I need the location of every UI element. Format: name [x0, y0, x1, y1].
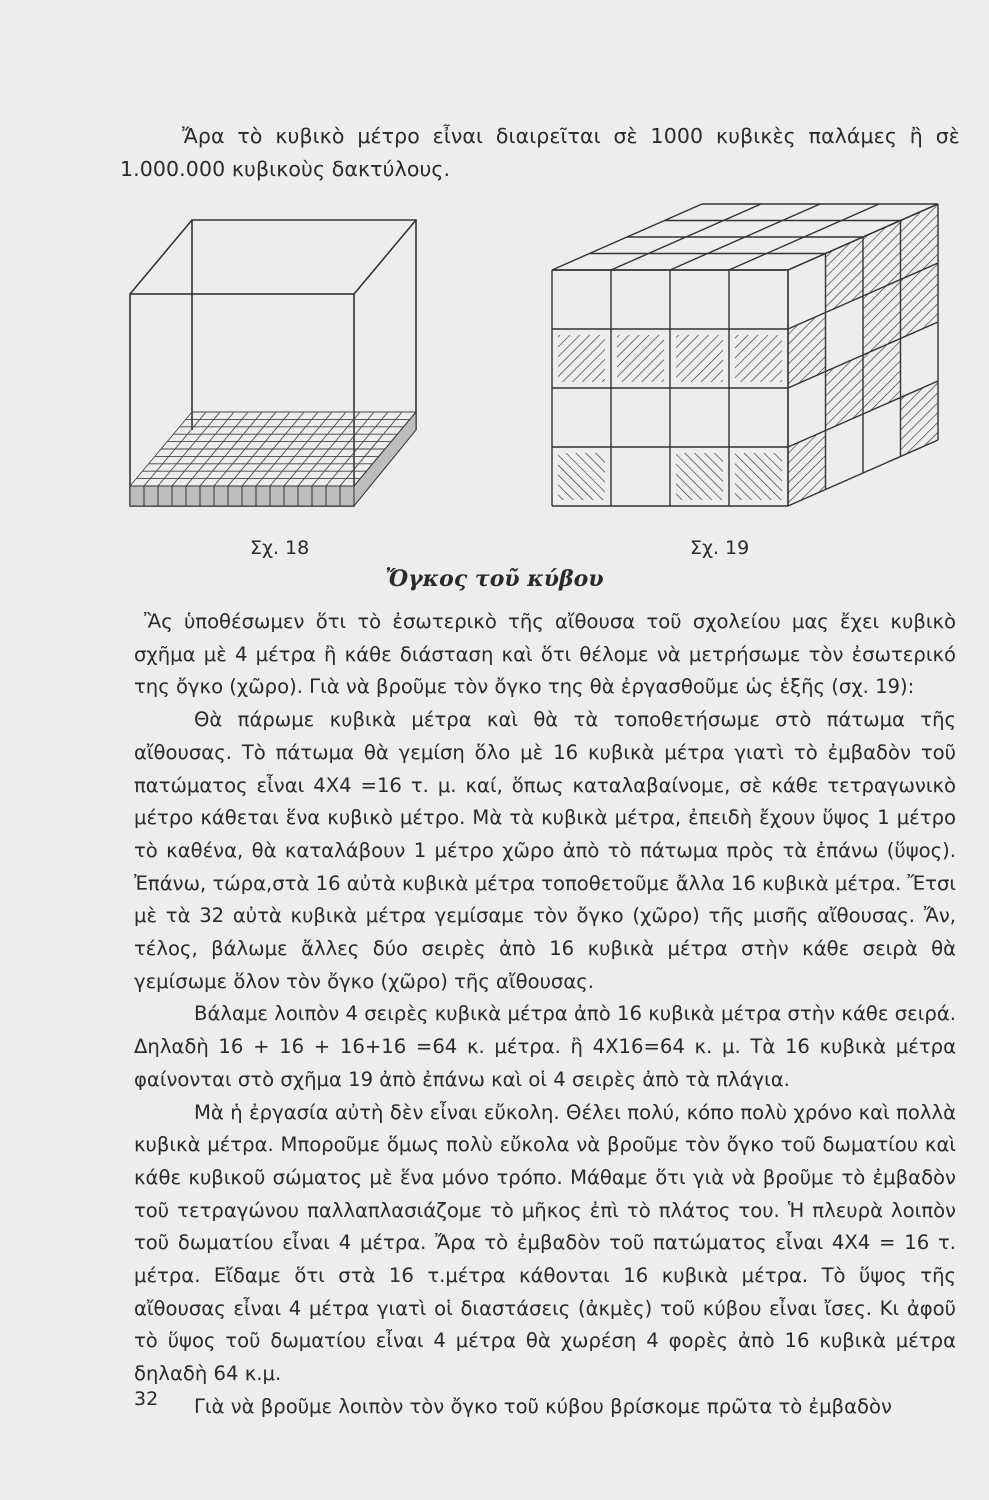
unit-cube-grid [552, 204, 938, 506]
figure-18-open-cube [126, 214, 420, 524]
figure-19-unit-cube [548, 198, 944, 528]
paragraph: Θὰ πάρωμε κυβικὰ μέτρα καὶ θὰ τὰ τοποθετήσωμε στὸ πάτωμα τῆς αἴθουσας. Τὸ πάτωμα θὰ γεμίση ὅλο μὲ 16 κυβικὰ μέτρα γιατὶ τὸ ἐμβαδὸν τοῦ πατώματος εἶναι 4Χ4 =16 τ. μ. καί, ὅπως καταλαβαίνομε, σὲ κάθε τετραγωνικὸ μέτρο κάθεται ἕνα κυβικὸ μέτρο. Μὰ τὰ κυβικὰ μέτρα, ἐπειδὴ ἔχουν ὕψος 1 μέτρο τὸ καθένα, θὰ καταλάβουν 1 μέτρο χῶρο ἀπὸ τὸ πάτωμα πρὸς τὰ ἐπάνω (ὕψος). Ἐπάνω, τώρα,στὰ 16 αὐτὰ κυβικὰ μέτρα τοποθετοῦμε ἄλλα 16 κυβικὰ μέτρα. Ἔτσι μὲ τὰ 32 αὐτὰ κυβικὰ μέτρα γεμίσαμε τὸν ὄγκο (χῶρο) τῆς μισῆς αἴθουσας. Ἄν, τέλος, βάλωμε ἄλλες δύο σειρὲς ἀπὸ 16 κυβικὰ μέτρα στὴν κάθε σειρὰ θὰ γεμίσωμε ὅλον τὸν ὄγκο (χῶρο) τῆς αἴθουσας. [134, 708, 956, 993]
section-title: Ὄγκος τοῦ κύβου [385, 566, 604, 592]
figure-19-caption: Σχ. 19 [690, 537, 750, 559]
paragraph: Βάλαμε λοιπὸν 4 σειρὲς κυβικὰ μέτρα ἀπὸ 16 κυβικὰ μέτρα στὴν κάθε σειρά. Δηλαδὴ 16 + 16 + 16+16 =64 κ. μέτρα. ἢ 4Χ16=64 κ. μ. Τὰ 16 κυβικὰ μέτρα φαίνονται στὸ σχῆμα 19 ἀπὸ ἐπάνω καὶ οἱ 4 σειρὲς ἀπὸ τὰ πλάγια. [134, 1002, 956, 1091]
figure-18-caption: Σχ. 18 [250, 537, 310, 559]
section-body [134, 606, 956, 1424]
intro-paragraph [120, 120, 960, 186]
paragraph: Γιὰ νὰ βροῦμε λοιπὸν τὸν ὄγκο τοῦ κύβου βρίσκομε πρῶτα τὸ ἐμβαδὸν [194, 1394, 892, 1418]
intro-text: Ἄρα τὸ κυβικὸ μέτρο εἶναι διαιρεῖται σὲ 1000 κυβικὲς παλάμες ἢ σὲ 1.000.000 κυβικοὺς δακτύλους. [120, 124, 960, 181]
page-number: 32 [134, 1388, 159, 1410]
paragraph: Ἂς ὑποθέσωμεν ὅτι τὸ ἐσωτερικὸ τῆς αἴθουσα τοῦ σχολείου μας ἔχει κυβικὸ σχῆμα μὲ 4 μέτρα ἢ κάθε διάσταση καὶ ὅτι θέλομε νὰ μετρήσωμε τὸν ἐσωτερικό της ὄγκο (χῶρο). Γιὰ νὰ βροῦμε τὸν ὄγκο της θὰ ἐργασθοῦμε ὡς ἑξῆς (σχ. 19): [134, 610, 956, 699]
paragraph: Μὰ ἡ ἐργασία αὐτὴ δὲν εἶναι εὔκολη. Θέλει πολύ, κόπο πολὺ χρόνο καὶ πολλὰ κυβικὰ μέτρα. Μποροῦμε ὅμως πολὺ εὔκολα νὰ βροῦμε τὸν ὄγκο τοῦ δωματίου καὶ κάθε κυβικοῦ σώματος μὲ ἕνα μόνο τρόπο. Μάθαμε ὅτι γιὰ νὰ βροῦμε τὸ ἐμβαδὸν τοῦ τετραγώνου παλλαπλασιάζομε τὸ μῆκος ἐπὶ τὸ πλάτος του. Ἡ πλευρὰ λοιπὸν τοῦ δωματίου εἶναι 4 μέτρα. Ἄρα τὸ ἐμβαδὸν τοῦ πατώματος εἶναι 4Χ4 = 16 τ. μέτρα. Εἴδαμε ὅτι στὰ 16 τ.μέτρα κάθονται 16 κυβικὰ μέτρα. Τὸ ὕψος τῆς αἴθουσας εἶναι 4 μέτρα γιατὶ οἱ διαστάσεις (ἀκμὲς) τοῦ κύβου εἶναι ἴσες. Κι ἀφοῦ τὸ ὕψος τοῦ δωματίου εἶναι 4 μέτρα θὰ χωρέση 4 φορὲς ἀπὸ 16 κυβικὰ μέτρα δηλαδὴ 64 κ.μ. [134, 1100, 956, 1386]
